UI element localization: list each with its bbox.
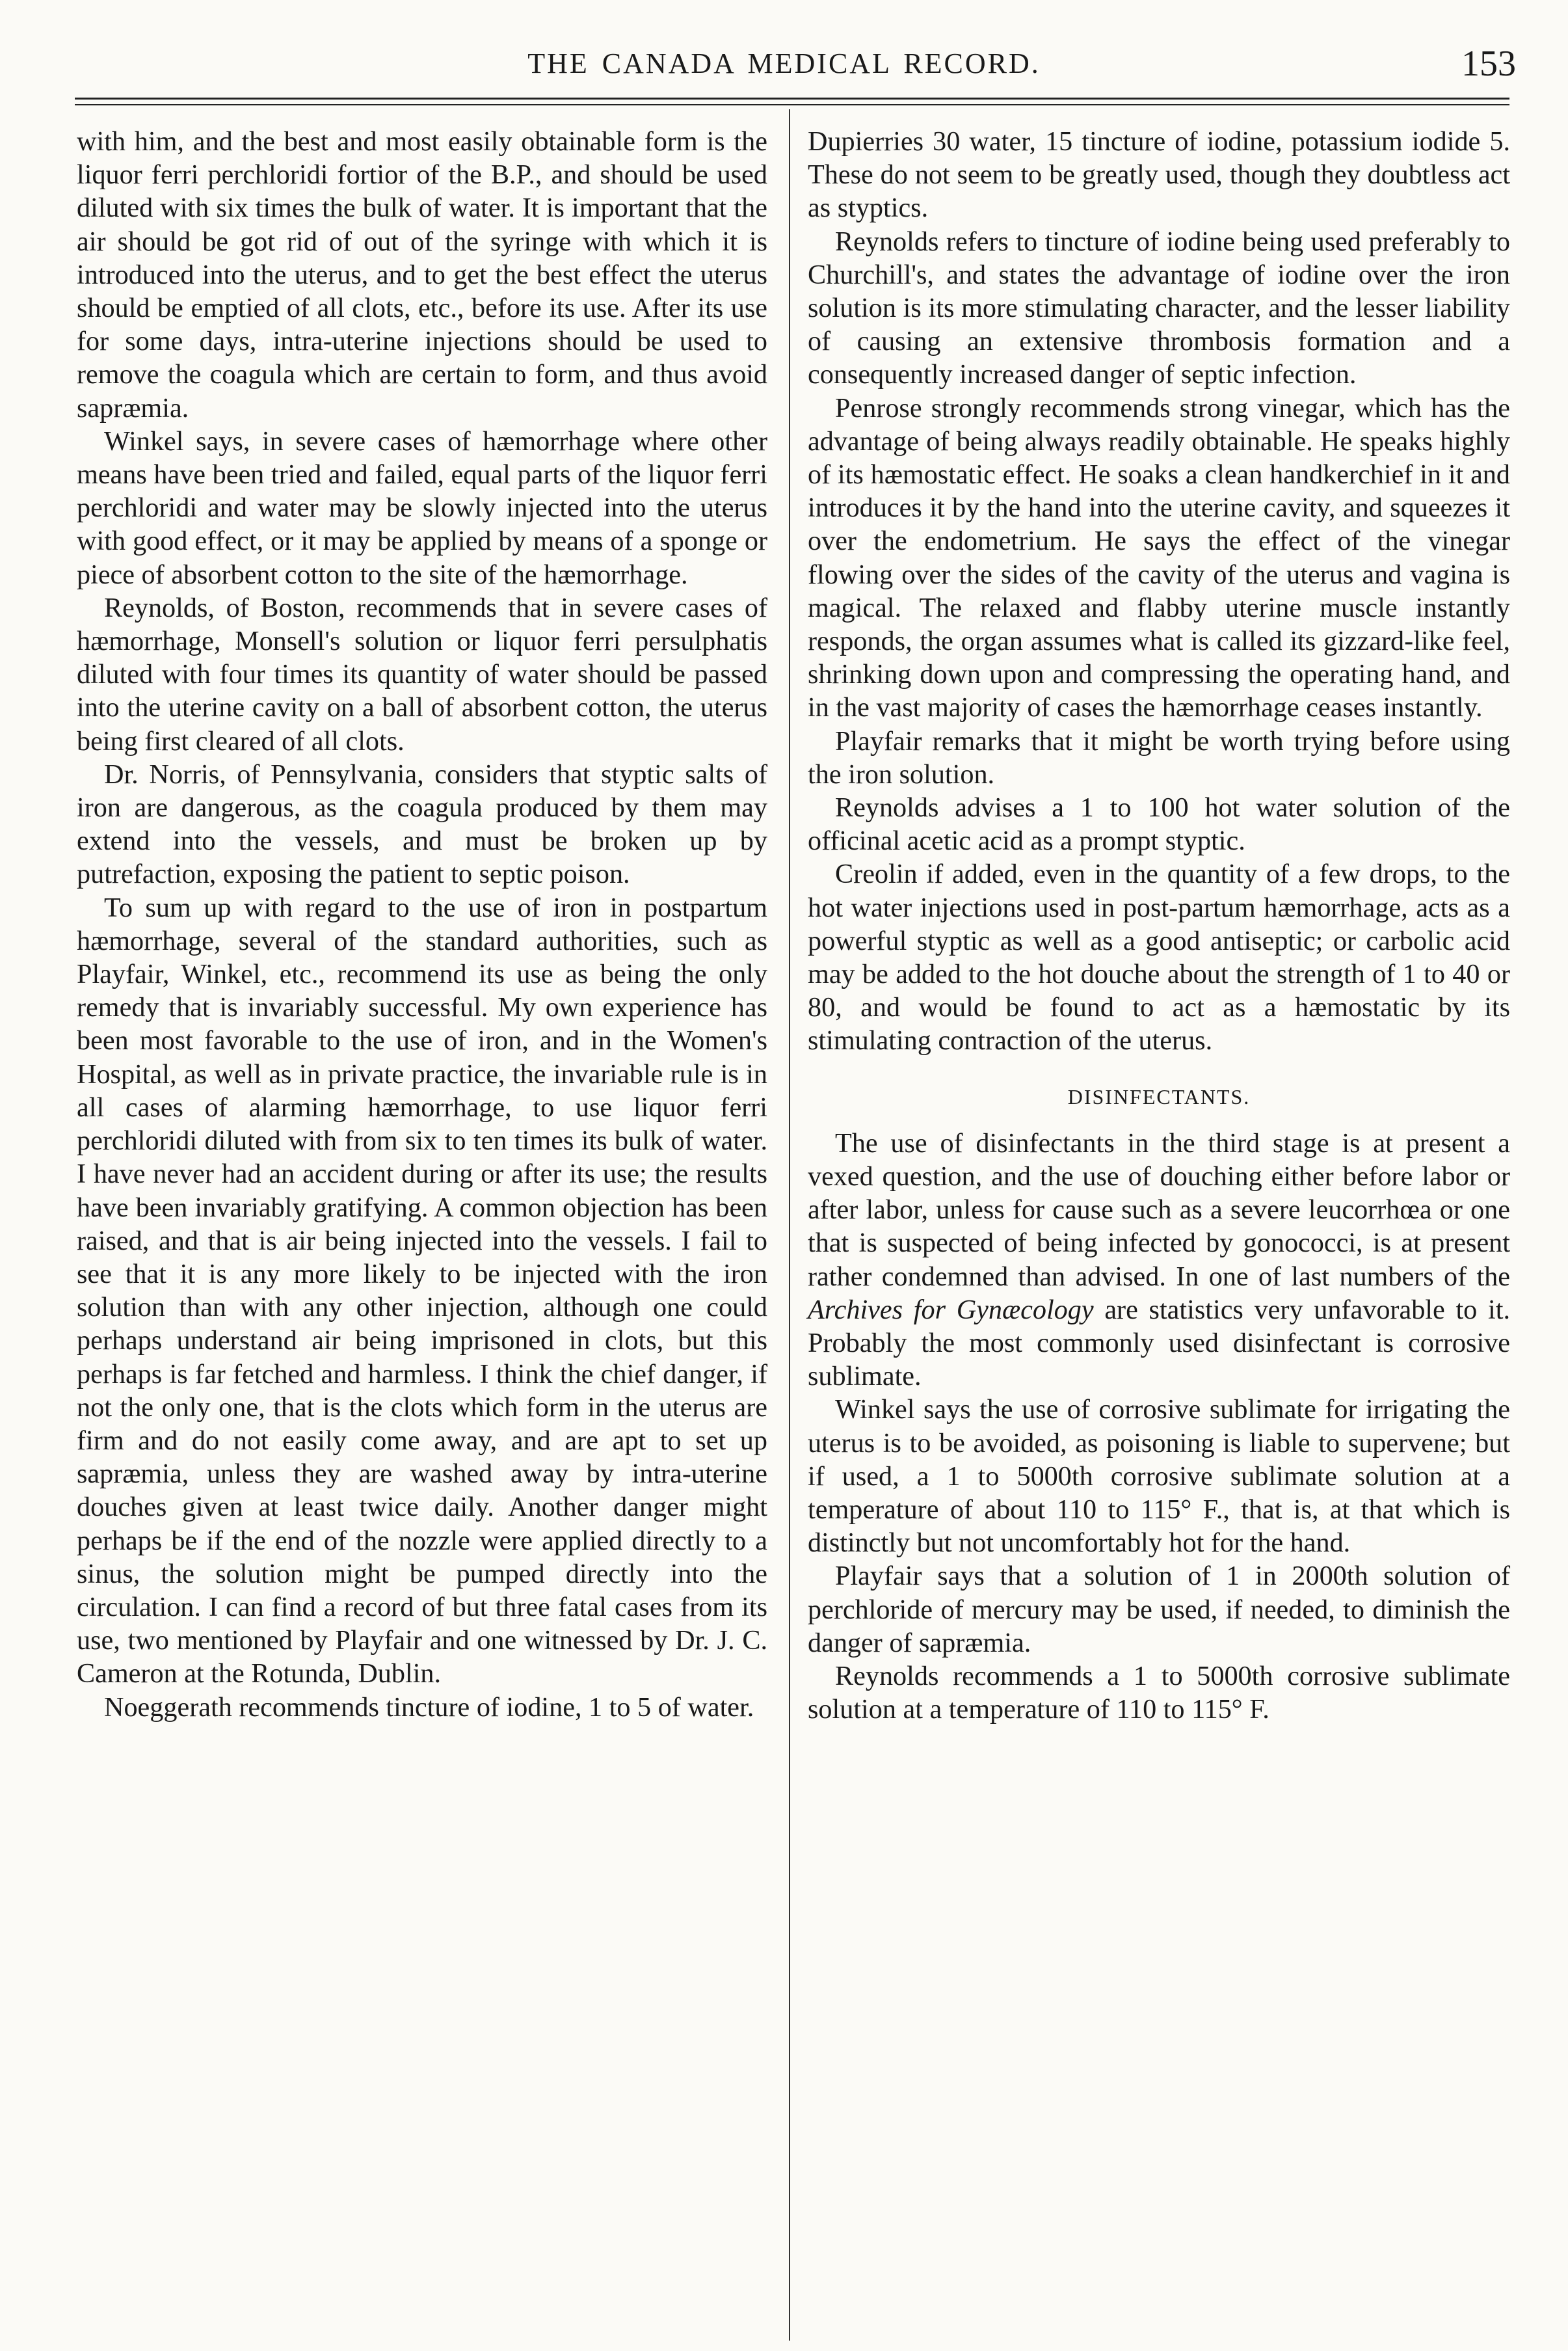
paragraph-reynolds-sublimate: Reynolds recommends a 1 to 5000th corrosive sublimate solution at a temperature of 110 to 115° F. xyxy=(808,1660,1510,1725)
paragraph-creolin: Creolin if added, even in the quantity of a few drops, to the hot water injections used in post-partum hæmorrhage, acts as a powerful styptic as well as a good antiseptic; or carbolic acid may be added to the hot douche about the strength of 1 to 40 or 80, and would be found to act as a hæmostatic by its stimulating contraction of the uterus. xyxy=(808,859,1510,1056)
paragraph-dupierries: Dupierries 30 water, 15 tincture of iodine, potassium iodide 5. These do not seem to be greatly used, though they doubtless act as styptics. xyxy=(808,126,1510,224)
paragraph-reynolds-acetic: Reynolds advises a 1 to 100 hot water solution of the officinal acetic acid as a prompt styptic. xyxy=(808,792,1510,857)
paragraph-continued: with him, and the best and most easily obtainable form is the liquor ferri perchloridi fortior of the B.P., and should be used diluted with six times the bulk of water. It is important that the air should be got rid of out of the syringe with which it is introduced into the uterus, and to get the best effect the uterus should be emptied of all clots, etc., before its use. After its use for some days, intra-uterine injections should be used to remove the coagula which are certain to form, and thus avoid sapræmia. xyxy=(77,126,767,423)
page-number: 153 xyxy=(1461,44,1516,84)
text-span: The use of disinfectants in the third stage is at present a vexed question, and the use of douching either before labor or after labor, unless for cause such as a severe leucorrhœa or one that is suspected of being infected by gonococci, is at present rather condemned than advised. In one of last numbers of the xyxy=(808,1127,1510,1292)
paragraph-reynolds-boston: Reynolds, of Boston, recommends that in severe cases of hæmorrhage, Monsell's solution or liquor ferri persulphatis diluted with four times its quantity of water should be passed into the uterine cavity on a ball of absorbent cotton, the uterus being first cleared of all clots. xyxy=(77,592,767,757)
running-title: THE CANADA MEDICAL RECORD. xyxy=(527,47,1041,79)
left-column xyxy=(77,125,767,1724)
paragraph-reynolds-iodine: Reynolds refers to tincture of iodine being used preferably to Churchill's, and states the advantage of iodine over the iron solution is its more stimulating character, and the lesser liability of causing an extensive thrombosis formation and a consequently increased danger of septic infection. xyxy=(808,226,1510,390)
paragraph-noeggerath: Noeggerath recommends tincture of iodine, 1 to 5 of water. xyxy=(104,1691,754,1723)
paragraph-playfair-perchloride: Playfair says that a solution of 1 in 2000th solution of perchloride of mercury may be used, if needed, to diminish the danger of sapræmia. xyxy=(808,1561,1510,1658)
journal-citation: Archives for Gynæcology xyxy=(808,1294,1094,1325)
column-divider xyxy=(789,109,790,2341)
text-span: are statistics very unfavorable to it. Probably the most commonly used disinfectant is corrosive sublimate. xyxy=(808,1294,1510,1392)
header-rule-thin xyxy=(75,104,1509,105)
paragraph-penrose: Penrose strongly recommends strong vinegar, which has the advantage of being always readily obtainable. He speaks highly of its hæmostatic effect. He soaks a clean handkerchief in it and introduces it by the hand into the uterine cavity, and squeezes it over the endometrium. He says the effect of the vinegar flowing over the sides of the cavity of the uterus and vagina is magical. The relaxed and flabby uterine muscle instantly responds, the organ assumes what is called its gizzard-like feel, shrinking down upon and compressing the operating hand, and in the vast majority of cases the hæmorrhage ceases instantly. xyxy=(808,392,1510,723)
paragraph-winkel: Winkel says, in severe cases of hæmorrhage where other means have been tried and failed, equal parts of the liquor ferri perchloridi and water may be slowly injected into the uterus with good effect, or it may be applied by means of a sponge or piece of absorbent cotton to the site of the hæmorrhage. xyxy=(77,425,767,590)
right-column xyxy=(808,125,1510,1726)
paragraph-disinfectants-intro xyxy=(808,1127,1510,1393)
paragraph-summary-iron: To sum up with regard to the use of iron in postpartum hæmorrhage, several of the standard authorities, such as Playfair, Winkel, etc., recommend its use as being the only remedy that is invariably successful. My own experience has been most favorable to the use of iron, and in the Women's Hospital, as well as in private practice, the invariable rule is in all cases of alarming hæmorrhage, to use liquor ferri perchloridi diluted with from six to ten times its bulk of water. I have never had an accident during or after its use; the results have been invariably gratifying. A common objection has been raised, and that is air being injected into the vessels. I fail to see that it is any more likely to be injected with the iron solution than with any other injection, although one could perhaps understand air being imprisoned in clots, but this perhaps is far fetched and harmless. I think the chief danger, if not the only one, that is the clots which form in the uterus are firm and do not easily come away, and are apt to set up sapræmia, unless they are washed away by intra-uterine douches given at least twice daily. Another danger might perhaps be if the end of the nozzle were applied directly to a sinus, the solution might be pumped directly into the circulation. I can find a record of but three fatal cases from its use, two mentioned by Playfair and one witnessed by Dr. J. C. Cameron at the Rotunda, Dublin. xyxy=(77,892,767,1689)
paragraph-playfair-trying: Playfair remarks that it might be worth trying before using the iron solution. xyxy=(808,725,1510,790)
paragraph-norris: Dr. Norris, of Pennsylvania, considers that styptic salts of iron are dangerous, as the coagula produced by them may extend into the vessels, and must be broken up by putrefaction, exposing the patient to septic poison. xyxy=(77,759,767,890)
header-rule-thick xyxy=(75,98,1509,100)
paragraph-winkel-sublimate: Winkel says the use of corrosive sublimate for irrigating the uterus is to be avoided, as poisoning is liable to supervene; but if used, a 1 to 5000th corrosive sublimate solution at a temperature of about 110 to 115° F., that is, at that which is distinctly but not uncomfortably hot for the hand. xyxy=(808,1394,1510,1559)
section-heading-disinfectants: DISINFECTANTS. xyxy=(1067,1084,1251,1108)
